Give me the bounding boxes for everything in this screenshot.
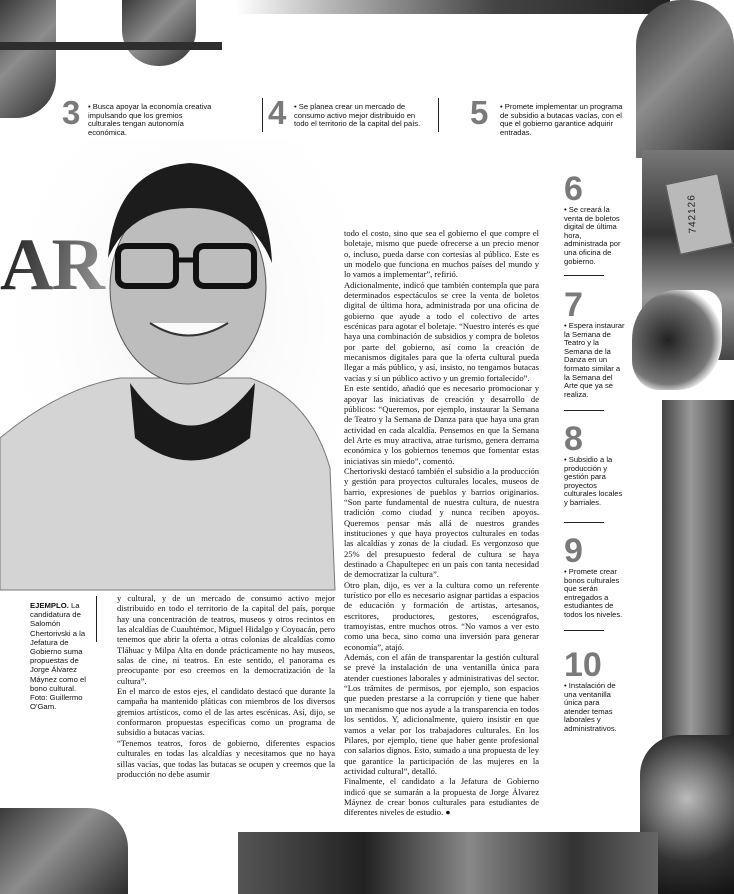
- side-item-7: [564, 288, 626, 399]
- statue-head-top-left: [0, 0, 56, 118]
- item-number: 8: [564, 420, 583, 458]
- bottom-left-ornament: [0, 808, 128, 894]
- item-number: 7: [564, 286, 583, 324]
- statue-bust-top: [122, 0, 196, 66]
- ticket-number: 742126: [686, 193, 699, 234]
- side-item-8: [564, 422, 626, 508]
- item-text: • Espera instaurar la Semana de Teatro y la Semana de la Danza en un formato similar a la Semana del Arte que ya se realiza.: [564, 321, 625, 399]
- side-divider: [564, 522, 604, 523]
- side-item-9: [564, 534, 626, 620]
- top-rule: [0, 42, 222, 50]
- side-divider: [564, 410, 604, 411]
- caption-text: La candidatura de Salomón Chertorivski a la Jefatura de Gobierno suma propuestas de Jorge Álvarez Máynez como el bono cultural. Foto: Guillermo O'Gam.: [30, 601, 86, 712]
- divider: [438, 98, 439, 132]
- caption-rule: [96, 596, 97, 642]
- item-text: • Se creará la venta de boletos digital de última hora, administrada por una oficina de gobierno.: [564, 205, 621, 266]
- divider: [262, 98, 263, 132]
- item-number: 5: [470, 94, 489, 131]
- side-divider: [564, 275, 604, 276]
- dancer-figure: [632, 290, 722, 390]
- body-column-left: y cultural, y de un mercado de consumo activo mejor distribuido en todo el territorio de la capital del país, porque hay una concentración de teatros, museos y otros recintos en las alcaldías de Cuauhtémoc, Miguel Hidalgo y Coyoacán, pero tenemos que abrir la oferta a otras colonias de alcaldías como Tláhuac y Milpa Alta en donde prácticamente no hay museos, salas de cine, ni teatros. En este sentido, el panorama es preocupante por eso creemos en la democratización de la cultura”. En el marco de estos ejes, el candidato destacó que durante la campaña ha mantenido pláticas con miembros de los diversos gremios artísticos, como el de las artes escénicas. Así, dijo, se conformaron propuestas específicas como un programa de subsidio a butacas vacías. “Tenemos teatros, foros de gobierno, diferentes espacios culturales en todas las alcaldías y necesitamos que no haya sillas vacías, que todas las butacas se ocupen y creemos que la producción no debe asumir: [117, 593, 335, 779]
- item-text: • Subsidio a la producción y gestión para proyectos culturales locales y barriales.: [564, 455, 623, 507]
- statue-woman-right: [636, 0, 734, 158]
- item-text: • Instalación de una ventanilla única para atender temas laborales y administrativos.: [564, 681, 617, 733]
- side-item-6: [564, 172, 626, 266]
- item-number: 6: [564, 170, 583, 208]
- caption-label: EJEMPLO.: [30, 601, 69, 610]
- item-text: • Promete implementar un programa de subsidio a butacas vacías, con el que el gobierno garantice adquirir entradas.: [500, 102, 623, 137]
- item-number: 9: [564, 532, 583, 570]
- side-item-10: [564, 648, 626, 734]
- top-item-4: [268, 96, 433, 141]
- item-number: 10: [564, 646, 602, 684]
- bottom-building-strip: [238, 832, 658, 894]
- body-column-right: todo el costo, sino que sea el gobierno el que compre el boletaje, mismo que puede ofrecerse a un precio menor o, incluso, pueda darse con cortesías al público. Este es un modelo que funciona en muchos países del mundo y lo vamos a implementar”, refirió. Adicionalmente, indicó que también contempla que para determinados espectáculos se cree la venta de boletos digital de última hora, administrada por una oficina de gobierno que ayude a todo el colectivo de artes escénicas para agotar el boletaje. “Nuestro interés es que haya una combinación de subsidios y compra de boletos por parte del gobierno, así como la creación de mecanismos digitales para que la oferta cultural pueda llegar a más público, y así, insisto, no tengamos butacas vacías y sí un público activo y un gremio fortalecido”. En este sentido, añadió que es necesario promocionar y apoyar las iniciativas de creación y desarrollo de públicos: “Queremos, por ejemplo, instaurar la Semana de Teatro y la Semana de Danza para que haya una gran actividad en cada alcaldía. Pensemos en que la Semana del Arte es muy atractiva, atrae turismo, genera derrama económica y los gobiernos tenemos que fomentar estas iniciativas sin miedo”, comentó. Chertorivski destacó también el subsidio a la producción y gestión para proyectos culturales locales, museos de barrio, expresiones de pueblos y barrios originarios. “Son parte fundamental de nuestra cultura, de nuestra tradición como ciudad y nunca reciben apoyos. Queremos pensar más allá de nuestros grandes instituciones y que haya proyectos culturales en todas las alcaldías y zonas de la ciudad. Es vergonzoso que 25% del presupuesto federal de cultura se haya destinado a Chapultepec en un país con tanta necesidad de democratizar la cultura”. Otro plan, dijo, es ver a la cultura como un referente turístico por ello es necesario asignar partidas a espacios de educación y formación de artistas, artesanos, escritores, productores, gestores, escenógrafos, tramoyistas, entre muchos otros. “No vamos a ver esto como una beca, sino como una inversión para generar economía”, atajó. Además, con el afán de transparentar la gestión cultural se prevé la instalación de una ventanilla única para atender cuestiones laborales y administrativas del sector. “Los trámites de permisos, por ejemplo, son espacios que pueden prestarse a la corrupción y tiene que haber un mecanismo que nos ayude a la transparencia en todos los sentidos. Y, adicionalmente, quiero insistir en que vamos a velar por los trabajadores culturales. En los Pilares, por ejemplo, tiene que haber gente profesional con salarios dignos. Esto, sumado a una propuesta de ley que garantice la participación de las mujeres en la actividad cultural”, detalló. Finalmente, el candidato a la Jefatura de Gobierno indicó que se sumarán a la propuesta de Jorge Álvarez Máynez de crear bonos culturales para estudiantes de diferentes niveles de estudio. ●: [344, 228, 539, 818]
- item-number: 3: [62, 94, 81, 131]
- item-text: • Se planea crear un mercado de consumo activo mejor distribuido en todo el territorio de la capital del país.: [294, 102, 421, 129]
- top-item-3: [62, 96, 222, 136]
- side-divider: [564, 630, 604, 631]
- item-text: • Promete crear bonos culturales que serán entregados a estudiantes de todos los niveles.: [564, 567, 623, 619]
- top-rule-right: [236, 0, 670, 14]
- photo-caption: [30, 601, 92, 711]
- top-item-5: [470, 96, 630, 141]
- item-number: 4: [268, 94, 287, 131]
- item-text: • Busca apoyar la economía creativa impulsando que los gremios culturales tengan autonomía económica.: [88, 102, 212, 137]
- portrait-illustration: [0, 138, 345, 590]
